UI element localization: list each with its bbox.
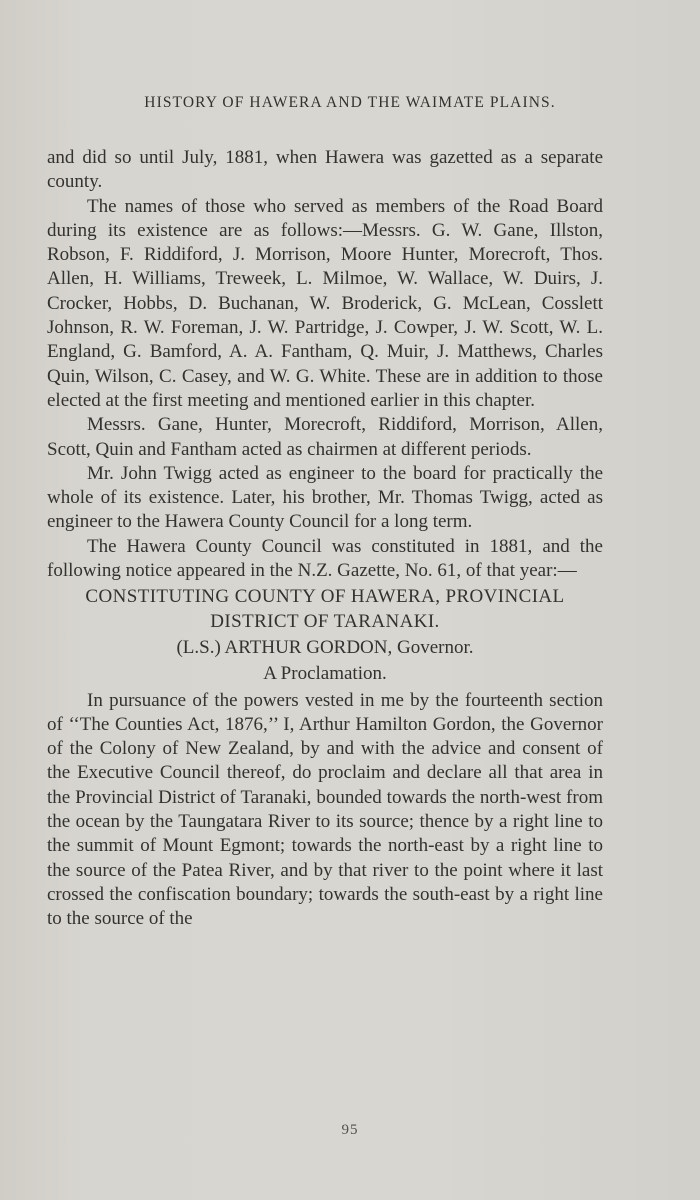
paragraph-road-board-members: The names of those who served as members of the Road Board during its existence are as follows:—Messrs. G. W. Gane, Illston, Robson, F. Riddiford, J. Morrison, Moore Hunter, Morecroft, Thos. Allen, H. Williams, Treweek, L. Milmoe, W. Wallace, W. Duirs, J. Crocker, Hobbs, D. Buchanan, W. Broderick, G. McLean, Cosslett Johnson, R. W. Foreman, J. W. Partridge, J. Cowper, J. W. Scott, W. L. England, G. Bamford, A. A. Fantham, Q. Muir, J. Matthews, Charles Quin, Wilson, C. Casey, and W. G. White. These are in addition to those elected at the first meeting and mentioned earlier in this chapter. [47,195,603,411]
governor-line: (L.S.) ARTHUR GORDON, Governor. [176,636,474,658]
paragraph-county-council: The Hawera County Council was constituted in 1881, and the following notice appeared in the N.Z. Gazette, No. 61, of that year:— [47,535,603,582]
proclamation-heading: CONSTITUTING COUNTY OF HAWERA, PROVINCIAL DISTRICT OF TARANAKI. [85,586,565,632]
paragraph-proclamation-text: In pursuance of the powers vested in me by the fourteenth section of ‘‘The Counties Act, 1876,’’ I, Arthur Hamilton Gordon, the Governor of the Colony of New Zealand, by and with the advice and consent of the Executive Council thereof, do proclaim and declare all that area in the Provincial District of Taranaki, bounded towards the north-west from the ocean by the Taungatara River to its source; thence by a right line to the summit of Mount Egmont; towards the north-east by a right line to the source of the Patea River, and by that river to the point where it last crossed the confiscation boundary; towards the south-east by a right line to the source of the [47,689,603,930]
paragraph-chairmen: Messrs. Gane, Hunter, Morecroft, Riddiford, Morrison, Allen, Scott, Quin and Fantham acted as chairmen at different periods. [47,414,603,460]
running-head: HISTORY OF HAWERA AND THE WAIMATE PLAINS. [144,94,556,111]
proclamation-title: A Proclamation. [263,663,387,685]
page-body [47,146,603,932]
page-number: 95 [341,1122,359,1138]
paragraph-county-gazetted: and did so until July, 1881, when Hawera was gazetted as a separate county. [47,147,603,193]
paragraph-engineers: Mr. John Twigg acted as engineer to the board for practically the whole of its existence. Later, his brother, Mr. Thomas Twigg, acted as engineer to the Hawera County Council for a long term. [47,462,603,533]
